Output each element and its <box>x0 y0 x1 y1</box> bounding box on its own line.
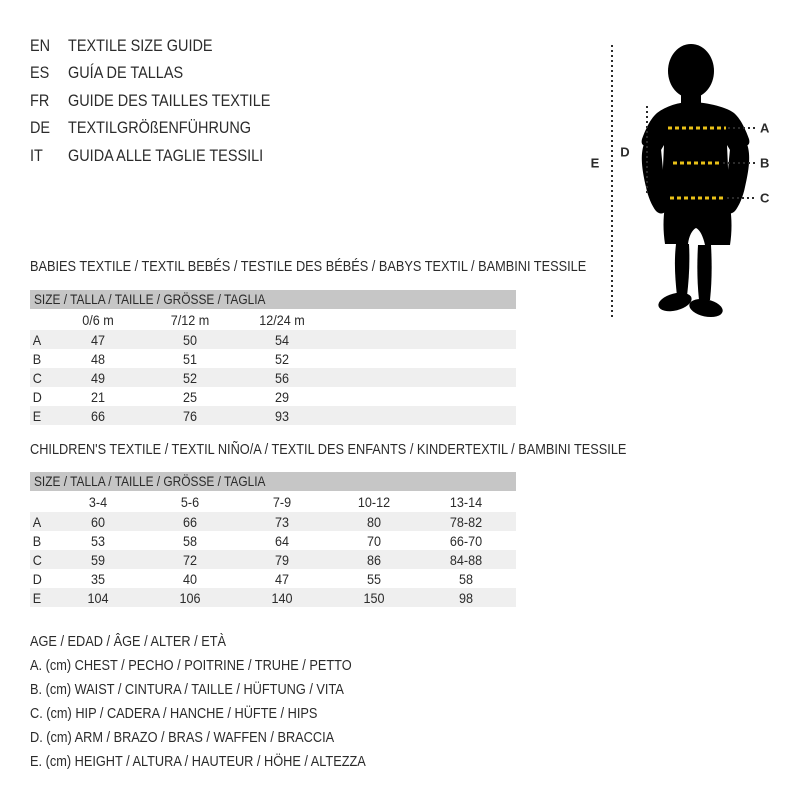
column-header: 7/12 m <box>170 311 210 328</box>
guide-title-es: GUÍA DE TALLAS <box>68 63 184 83</box>
row-label: A <box>32 513 42 530</box>
silhouette-right-shoe <box>688 296 725 320</box>
lang-row-de <box>30 115 306 143</box>
lang-code: FR <box>30 90 50 110</box>
babies-size-table <box>30 290 516 425</box>
children-size-table <box>30 472 516 607</box>
guide-title-fr: GUIDE DES TAILLES TEXTILE <box>68 90 271 110</box>
marker-label-d: D <box>620 144 630 160</box>
row-label: E <box>32 407 42 424</box>
silhouette-shorts <box>664 206 732 245</box>
babies-column-header-row <box>30 309 516 330</box>
lang-code: DE <box>30 118 51 138</box>
babies-table-size-header: SIZE / TALLA / TAILLE / GRÖSSE / TAGLIA <box>30 290 516 309</box>
table-row-c: C 49 52 56 <box>30 368 516 387</box>
row-label: C <box>32 369 42 386</box>
table-row-a: A 60 66 73 80 78-82 <box>30 512 516 531</box>
silhouette-right-arm <box>724 144 749 213</box>
column-header: 3-4 <box>88 493 108 510</box>
child-silhouette <box>642 44 750 320</box>
row-label: A <box>32 331 42 348</box>
column-header: 7-9 <box>272 493 292 510</box>
row-label: D <box>32 570 42 587</box>
marker-label-c: C <box>760 190 770 206</box>
legend-age-line: AGE / EDAD / ÂGE / ALTER / ETÀ <box>30 633 227 650</box>
silhouette-right-leg <box>697 245 711 300</box>
marker-label-e: E <box>590 155 600 171</box>
column-header: 10-12 <box>357 493 391 510</box>
column-header: 5-6 <box>180 493 200 510</box>
babies-section-heading: BABIES TEXTILE / TEXTIL BEBÉS / TESTILE DES BÉBÉS / BABYS TEXTIL / BAMBINI TESSILE <box>30 258 587 275</box>
table-row-e: E 66 76 93 <box>30 406 516 425</box>
table-row-c: C 59 72 79 86 84-88 <box>30 550 516 569</box>
row-label: C <box>32 551 42 568</box>
lang-row-it <box>30 142 306 170</box>
lang-code: IT <box>30 145 43 165</box>
guide-title-it: GUIDA ALLE TAGLIE TESSILI <box>68 145 264 165</box>
children-section-heading: CHILDREN'S TEXTILE / TEXTIL NIÑO/A / TEXTIL DES ENFANTS / KINDERTEXTIL / BAMBINI TESSILE <box>30 441 627 458</box>
measurement-legend <box>30 630 425 774</box>
silhouette-left-arm <box>642 144 667 213</box>
column-header: 0/6 m <box>82 311 114 328</box>
measurement-figure <box>578 25 788 325</box>
lang-row-es <box>30 60 306 88</box>
guide-title-de: TEXTILGRÖßENFÜHRUNG <box>68 118 252 138</box>
legend-arm-line: D. (cm) ARM / BRAZO / BRAS / WAFFEN / BRACCIA <box>30 729 335 746</box>
row-label: D <box>32 388 42 405</box>
children-column-header-row <box>30 491 516 512</box>
lang-row-fr <box>30 87 306 115</box>
row-label: B <box>32 532 42 549</box>
table-row-b: B 48 51 52 <box>30 349 516 368</box>
row-label: B <box>32 350 42 367</box>
children-table-size-header: SIZE / TALLA / TAILLE / GRÖSSE / TAGLIA <box>30 472 516 491</box>
guide-title-en: TEXTILE SIZE GUIDE <box>68 35 213 55</box>
table-row-d: D 35 40 47 55 58 <box>30 569 516 588</box>
legend-height-line: E. (cm) HEIGHT / ALTURA / HAUTEUR / HÖHE / ALTEZZA <box>30 753 366 770</box>
column-header: 13-14 <box>449 493 483 510</box>
legend-hip-line: C. (cm) HIP / CADERA / HANCHE / HÜFTE / HIPS <box>30 705 318 722</box>
table-row-a: A 47 50 54 <box>30 330 516 349</box>
table-row-b: B 53 58 64 70 66-70 <box>30 531 516 550</box>
row-label: E <box>32 589 42 606</box>
column-header: 12/24 m <box>259 311 305 328</box>
silhouette-left-shoe <box>656 290 693 315</box>
table-row-e: E 104 106 140 150 98 <box>30 588 516 607</box>
marker-label-b: B <box>760 155 770 171</box>
lang-row-en <box>30 32 306 60</box>
table-row-d: D 21 25 29 <box>30 387 516 406</box>
legend-chest-line: A. (cm) CHEST / PECHO / POITRINE / TRUHE / PETTO <box>30 657 352 674</box>
lang-code: ES <box>30 63 50 83</box>
marker-label-a: A <box>760 120 770 136</box>
legend-waist-line: B. (cm) WAIST / CINTURA / TAILLE / HÜFTUNG / VITA <box>30 681 344 698</box>
language-title-list <box>30 32 306 170</box>
lang-code: EN <box>30 35 51 55</box>
